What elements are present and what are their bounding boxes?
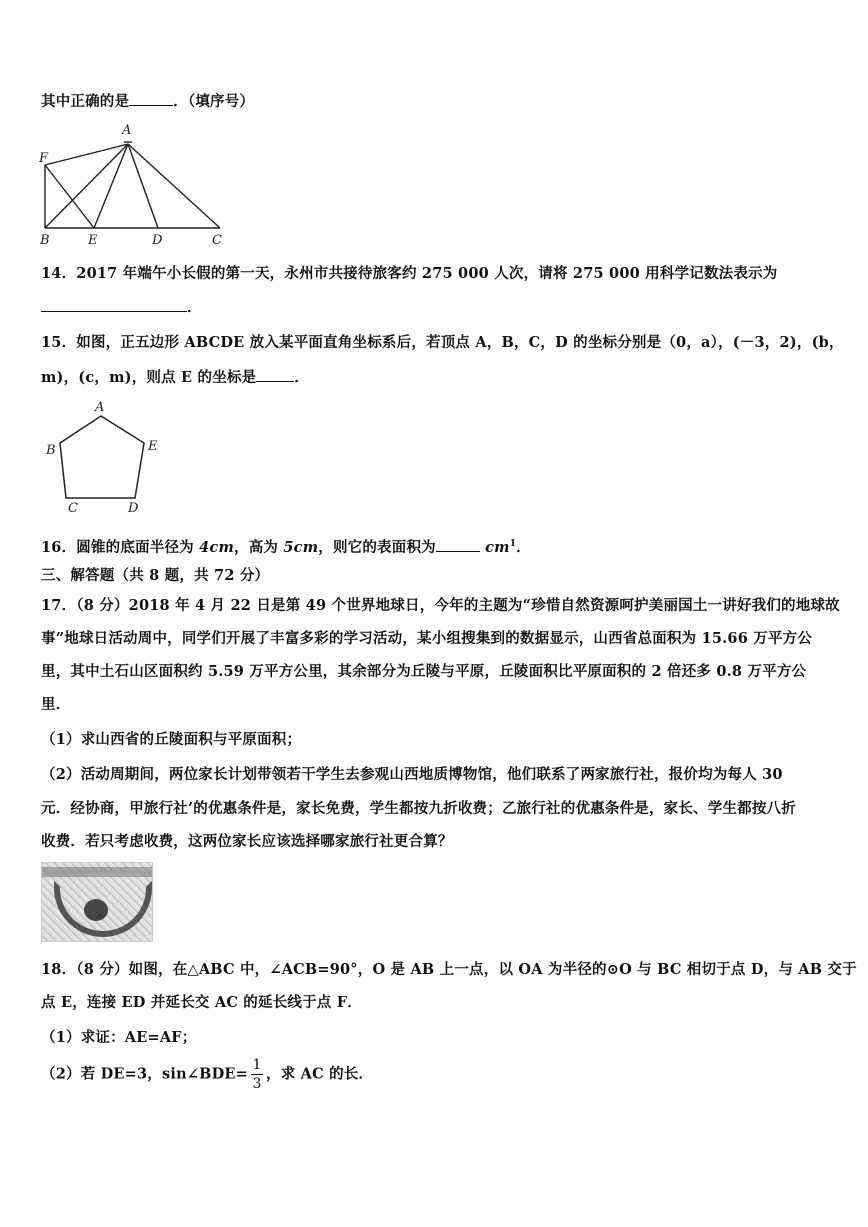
q18-part2-text-b: ，求 AC 的长． bbox=[266, 1065, 374, 1083]
q17-number: 17．（8 分） bbox=[41, 597, 129, 614]
q15-label-B: B bbox=[46, 443, 56, 458]
q15-pentagon-figure bbox=[40, 398, 164, 518]
q17-part1: （1）求山西省的丘陵面积与平原面积； bbox=[41, 731, 302, 748]
q15-text2: m)，(c，m)，则点 E 的坐标是 bbox=[41, 369, 257, 386]
q13-label-B: B bbox=[40, 233, 50, 248]
q13-label-E: E bbox=[88, 233, 98, 248]
q15-label-D: D bbox=[128, 501, 139, 516]
q15-line1 bbox=[41, 331, 844, 352]
q14-line2 bbox=[41, 296, 202, 317]
q13-blank bbox=[129, 91, 173, 106]
q16-blank bbox=[436, 537, 480, 552]
q17-line3: 里，其中土石山区面积约 5.59 万平方公里，其余部分为丘陵与平原，丘陵面积比平原面积的 2 倍还多 0.8 万平方公 bbox=[41, 663, 807, 680]
q16-text-b: ，高为 bbox=[234, 539, 284, 556]
q18-text1: 如图，在△ABC 中，∠ACB=90°，O 是 AB 上一点，以 OA 为半径的⊙O 与 BC 相切于点 D，与 AB 交于 bbox=[128, 961, 857, 978]
q14-blank bbox=[41, 297, 187, 312]
q16-radius: 4cm bbox=[199, 539, 235, 556]
q15-label-A: A bbox=[95, 400, 105, 415]
q15-label-C: C bbox=[68, 501, 78, 516]
q18-frac-numerator: 1 bbox=[252, 1057, 262, 1073]
q13-text: 其中正确的是 bbox=[41, 93, 130, 110]
q16-unit-sup: 1 bbox=[509, 539, 517, 550]
q14-line1 bbox=[41, 262, 777, 283]
q14-number: 14． bbox=[41, 265, 77, 282]
q15-line2 bbox=[41, 366, 309, 387]
q18-part2 bbox=[41, 1058, 373, 1091]
q15-text1: 如图，正五边形 ABCDE 放入某平面直角坐标系后，若顶点 A，B，C，D 的坐标分别是（0，a），(－3，2)，(b， bbox=[76, 334, 844, 351]
q16-text-c: ，则它的表面积为 bbox=[318, 539, 436, 556]
q16-text-a: 圆锥的底面半径为 bbox=[76, 539, 200, 556]
q16-end: ． bbox=[516, 539, 531, 556]
q13-label-C: C bbox=[212, 233, 222, 248]
q15-blank bbox=[256, 367, 294, 382]
q17-line4: 里． bbox=[41, 696, 71, 713]
q13-label-F: F bbox=[39, 151, 49, 166]
q15-end: ． bbox=[294, 369, 310, 386]
q14-end: ． bbox=[187, 299, 202, 316]
q13-suffix: ．（填序号） bbox=[173, 93, 255, 110]
q13-label-A: A bbox=[122, 123, 132, 138]
q17-part2-line1: （2）活动周期间，两位家长计划带领若干学生去参观山西地质博物馆，他们联系了两家旅行社，报价均为每人 30 bbox=[41, 766, 783, 783]
q18-fraction bbox=[251, 1058, 263, 1091]
q18-frac-denominator: 3 bbox=[252, 1076, 262, 1092]
q17-part2-line3: 收费．若只考虑收费，这两位家长应该选择哪家旅行社更合算？ bbox=[41, 833, 453, 850]
q16-height: 5cm bbox=[283, 539, 319, 556]
q15-number: 15． bbox=[41, 334, 77, 351]
museum-photo bbox=[41, 862, 153, 942]
q17-part2-line2: 元．经协商，甲旅行社’的优惠条件是，家长免费，学生都按九折收费；乙旅行社的优惠条件是，家长、学生都按八折 bbox=[41, 800, 796, 817]
q14-text: 2017 年端午小长假的第一天，永州市共接待旅客约 275 000 人次，请将 275 000 用科学记数法表示为 bbox=[76, 265, 778, 282]
q13-answer-line bbox=[41, 90, 254, 111]
q18-part2-text-a: （2）若 DE=3，sin∠BDE= bbox=[41, 1065, 248, 1083]
q15-label-E: E bbox=[148, 439, 158, 454]
q17-line1 bbox=[41, 594, 840, 615]
q18-line1 bbox=[41, 958, 857, 979]
q17-line2: 事”地球日活动周中，同学们开展了丰富多彩的学习活动，某小组搜集到的数据显示，山西省总面积为 15.66 万平方公 bbox=[41, 630, 813, 647]
q16-line bbox=[41, 536, 531, 557]
q18-number: 18．（8 分） bbox=[41, 961, 129, 978]
q17-text1: 2018 年 4 月 22 日是第 49 个世界地球日，今年的主题为“珍惜自然资源呵护美丽国土一讲好我们的地球故 bbox=[128, 597, 840, 614]
q16-number: 16． bbox=[41, 539, 77, 556]
q18-line2: 点 E，连接 ED 并延长交 AC 的延长线于点 F． bbox=[41, 994, 362, 1011]
q13-figure bbox=[36, 120, 228, 248]
q16-unit: cm bbox=[485, 539, 510, 556]
section3-heading: 三、解答题（共 8 题，共 72 分） bbox=[41, 567, 270, 584]
q13-label-D: D bbox=[152, 233, 163, 248]
q18-part1: （1）求证：AE=AF； bbox=[41, 1029, 197, 1046]
